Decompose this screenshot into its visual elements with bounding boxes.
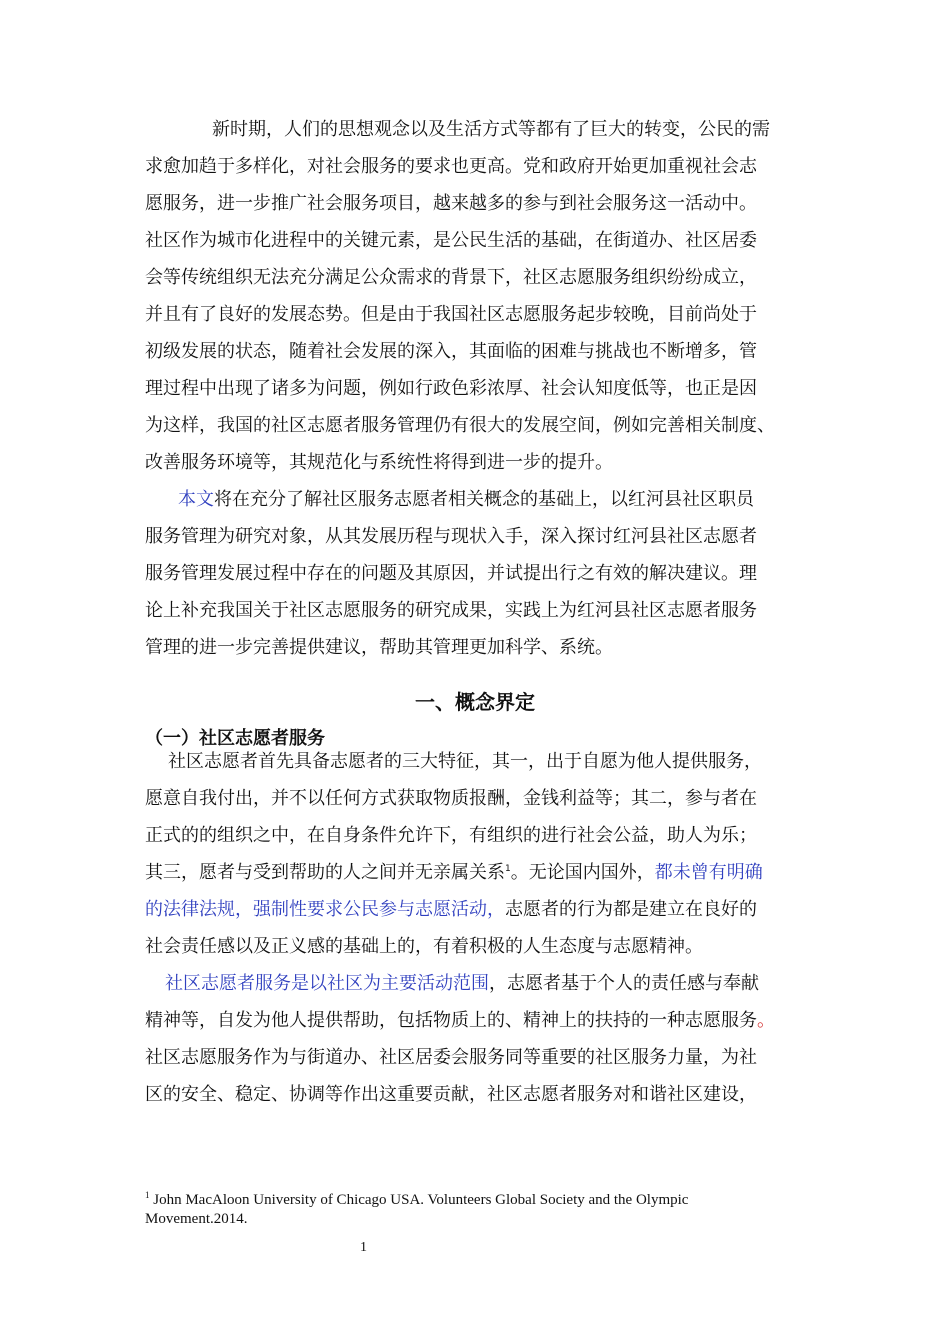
highlighted-punctuation: 。	[757, 1010, 775, 1031]
text-line: 理过程中出现了诸多为问题，例如行政色彩浓厚、社会认知度低等，也正是因	[145, 378, 757, 399]
text-line: 求愈加趋于多样化，对社会服务的要求也更高。党和政府开始更加重视社会志	[145, 156, 757, 177]
text-span: ，志愿者基于个人的责任感与奉献	[489, 973, 759, 994]
footnote-line: Movement.2014.	[145, 1211, 248, 1227]
text-line: 为这样，我国的社区志愿者服务管理仍有很大的发展空间，例如完善相关制度、	[145, 415, 775, 436]
text-line: 愿服务，进一步推广社会服务项目，越来越多的参与到社会服务这一活动中。	[145, 193, 757, 214]
section-heading: 一、概念界定	[415, 690, 535, 714]
text-line: 会等传统组织无法充分满足公众需求的背景下，社区志愿服务组织纷纷成立，	[145, 267, 757, 288]
text-line	[145, 861, 763, 885]
text-span: 将在充分了解社区服务志愿者相关概念的基础上，以红河县社区职员	[214, 489, 754, 510]
highlighted-text: 本文	[178, 489, 214, 510]
footnote-line	[145, 1191, 688, 1210]
text-line	[165, 972, 759, 996]
text-line: 社区志愿者首先具备志愿者的三大特征，其一，出于自愿为他人提供服务，	[168, 751, 762, 772]
text-line	[178, 488, 754, 512]
text-line: 服务管理发展过程中存在的问题及其原因，并试提出行之有效的解决建议。理	[145, 563, 757, 584]
footnote-reference[interactable]: 1	[505, 864, 511, 874]
text-line: 论上补充我国关于社区志愿服务的研究成果，实践上为红河县社区志愿者服务	[145, 600, 757, 621]
text-line: 愿意自我付出，并不以任何方式获取物质报酬，金钱利益等；其二，参与者在	[145, 788, 757, 809]
text-line: 区的安全、稳定、协调等作出这重要贡献，社区志愿者服务对和谐社区建设，	[145, 1084, 757, 1105]
text-span: 志愿者的行为都是建立在良好的	[505, 899, 757, 920]
text-line	[145, 1009, 775, 1033]
subsection-heading: （一）社区志愿者服务	[145, 728, 325, 749]
text-line: 改善服务环境等，其规范化与系统性将得到进一步的提升。	[145, 452, 613, 473]
footnote-text: John MacAloon University of Chicago USA. Volunteers Global Society and the Olympic	[153, 1192, 689, 1208]
text-line: 正式的的组织之中，在自身条件允许下，有组织的进行社会公益，助人为乐；	[145, 825, 757, 846]
text-line	[145, 898, 757, 922]
page-number: 1	[360, 1240, 367, 1255]
text-line: 社会责任感以及正义感的基础上的，有着积极的人生态度与志愿精神。	[145, 936, 703, 957]
text-span: 。无论国内国外，	[510, 862, 655, 883]
highlighted-text: 社区志愿者服务是以社区为主要活动范围	[165, 973, 489, 994]
highlighted-text: 的法律法规，强制性要求公民参与志愿活动，	[145, 899, 505, 920]
text-line: 新时期，人们的思想观念以及生活方式等都有了巨大的转变，公民的需	[212, 119, 770, 140]
text-line: 社区志愿服务作为与街道办、社区居委会服务同等重要的社区服务力量，为社	[145, 1047, 757, 1068]
footnote-mark: 1	[145, 1190, 150, 1200]
text-line: 并且有了良好的发展态势。但是由于我国社区志愿服务起步较晚，目前尚处于	[145, 304, 757, 325]
text-line: 服务管理为研究对象，从其发展历程与现状入手，深入探讨红河县社区志愿者	[145, 526, 757, 547]
text-span: 精神等，自发为他人提供帮助，包括物质上的、精神上的扶持的一种志愿服务	[145, 1010, 757, 1031]
text-line: 社区作为城市化进程中的关键元素，是公民生活的基础，在街道办、社区居委	[145, 230, 757, 251]
highlighted-text: 都未曾有明确	[654, 862, 763, 883]
text-span: 其三，愿者与受到帮助的人之间并无亲属关系	[145, 862, 505, 883]
text-line: 管理的进一步完善提供建议，帮助其管理更加科学、系统。	[145, 637, 613, 658]
text-line: 初级发展的状态，随着社会发展的深入，其面临的困难与挑战也不断增多，管	[145, 341, 757, 362]
